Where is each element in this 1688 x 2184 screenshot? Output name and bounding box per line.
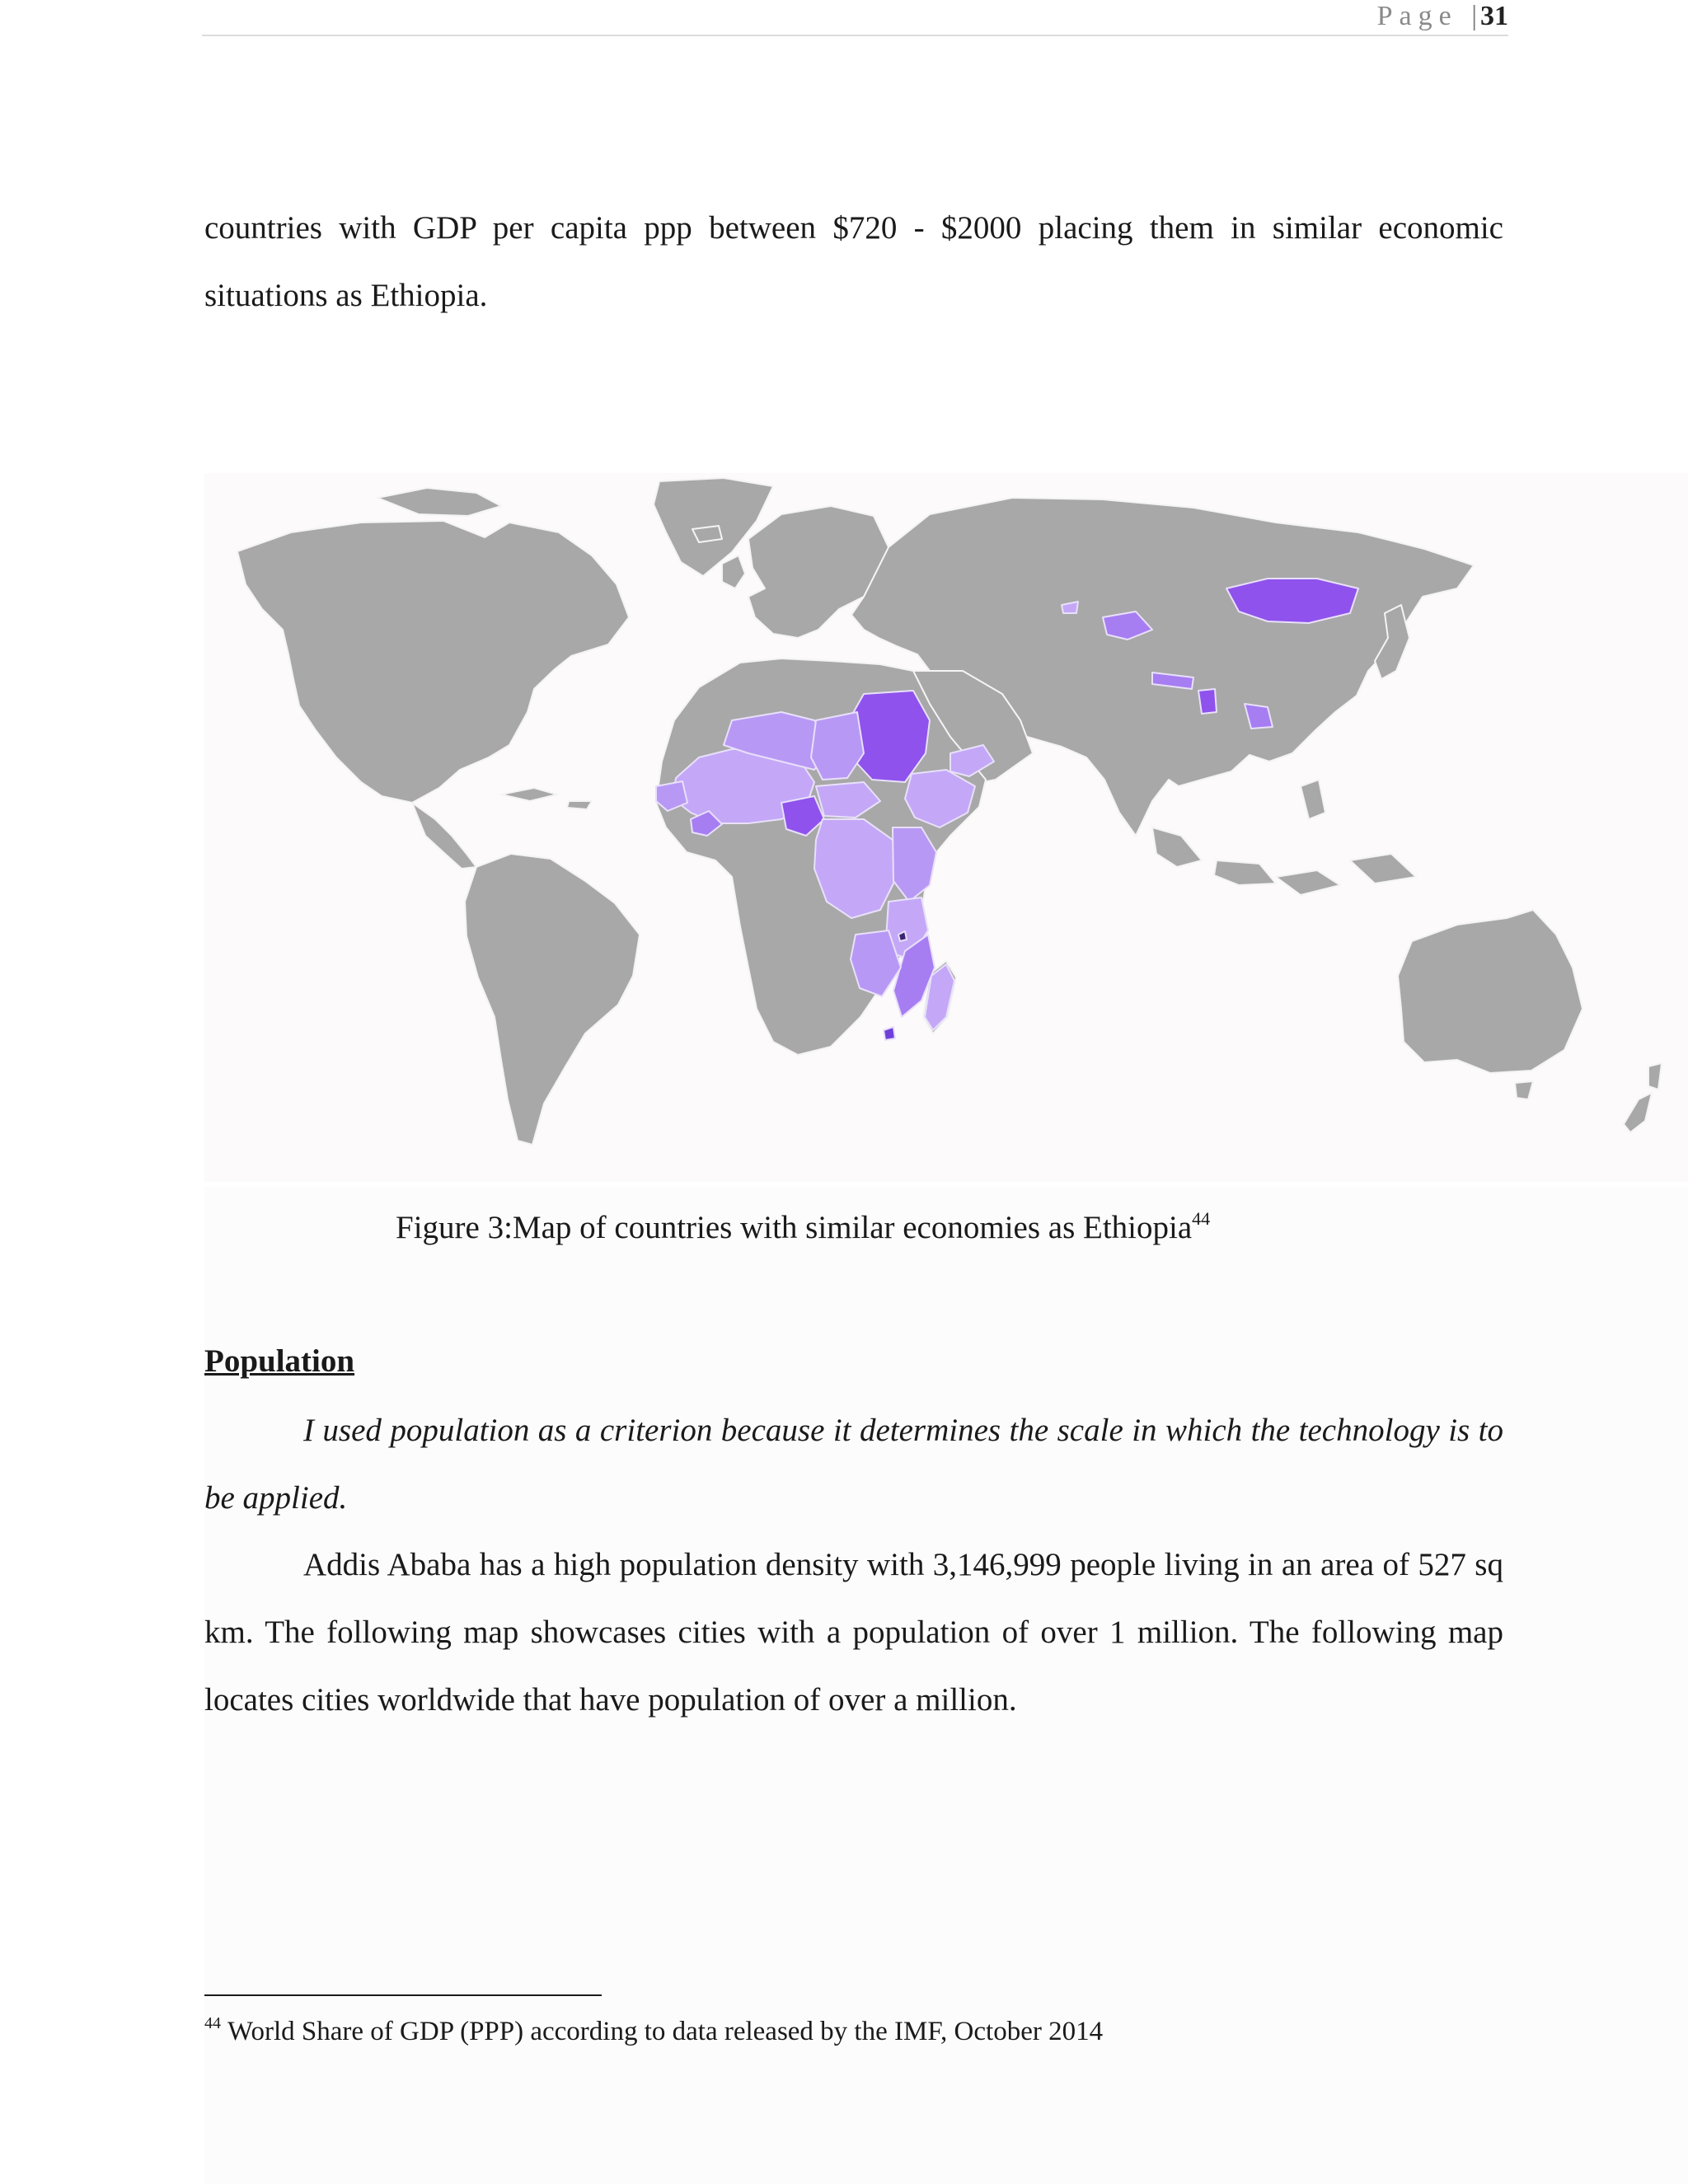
intro-paragraph: countries with GDP per capita ppp between $720 - $2000 placing them in similar economic situations as Ethiopia. [204, 210, 1503, 313]
page-word: Page [1376, 1, 1458, 31]
criterion-paragraph: I used population as a criterion because it determines the scale in which the technology is to be applied. [204, 1413, 1503, 1516]
tasmania [1515, 1081, 1533, 1099]
british-isles [722, 555, 745, 588]
caribbean-islands [501, 788, 592, 809]
footnote [204, 2011, 1103, 2052]
world-map-figure [204, 473, 1688, 1182]
indonesia-islands [1152, 827, 1416, 895]
highlight-lesotho-swaziland [884, 1027, 895, 1040]
north-america-landmass [237, 521, 629, 803]
page-number-divider: | [1471, 1, 1477, 31]
central-america [412, 803, 476, 869]
footnote-text: World Share of GDP (PPP) according to data released by the IMF, October 2014 [227, 2017, 1104, 2046]
footnote-separator [204, 1994, 602, 1996]
section-heading: Population [204, 1343, 355, 1379]
philippines [1301, 780, 1325, 819]
iceland [692, 526, 722, 542]
australia [1398, 910, 1582, 1073]
figure-caption [396, 1203, 1210, 1253]
arctic-islands [377, 488, 501, 516]
page-number-label [1377, 0, 1508, 33]
page-header [202, 0, 1508, 36]
south-america-landmass [465, 854, 640, 1145]
world-map [204, 473, 1688, 1182]
figure-caption-text: Figure 3:Map of countries with similar economies as Ethiopia [396, 1210, 1193, 1245]
footnote-number: 44 [204, 2014, 221, 2032]
figure-footnote-ref: 44 [1192, 1208, 1211, 1229]
page-number: 31 [1480, 1, 1508, 31]
population-paragraph: Addis Ababa has a high population density with 3,146,999 people living in an area of 527 sq km. The following map showcases cities with a population of over 1 million. The following map locates cities worldwide that have population of over a million. [204, 1547, 1503, 1718]
new-zealand [1624, 1063, 1662, 1132]
highlight-bangladesh [1198, 689, 1217, 714]
